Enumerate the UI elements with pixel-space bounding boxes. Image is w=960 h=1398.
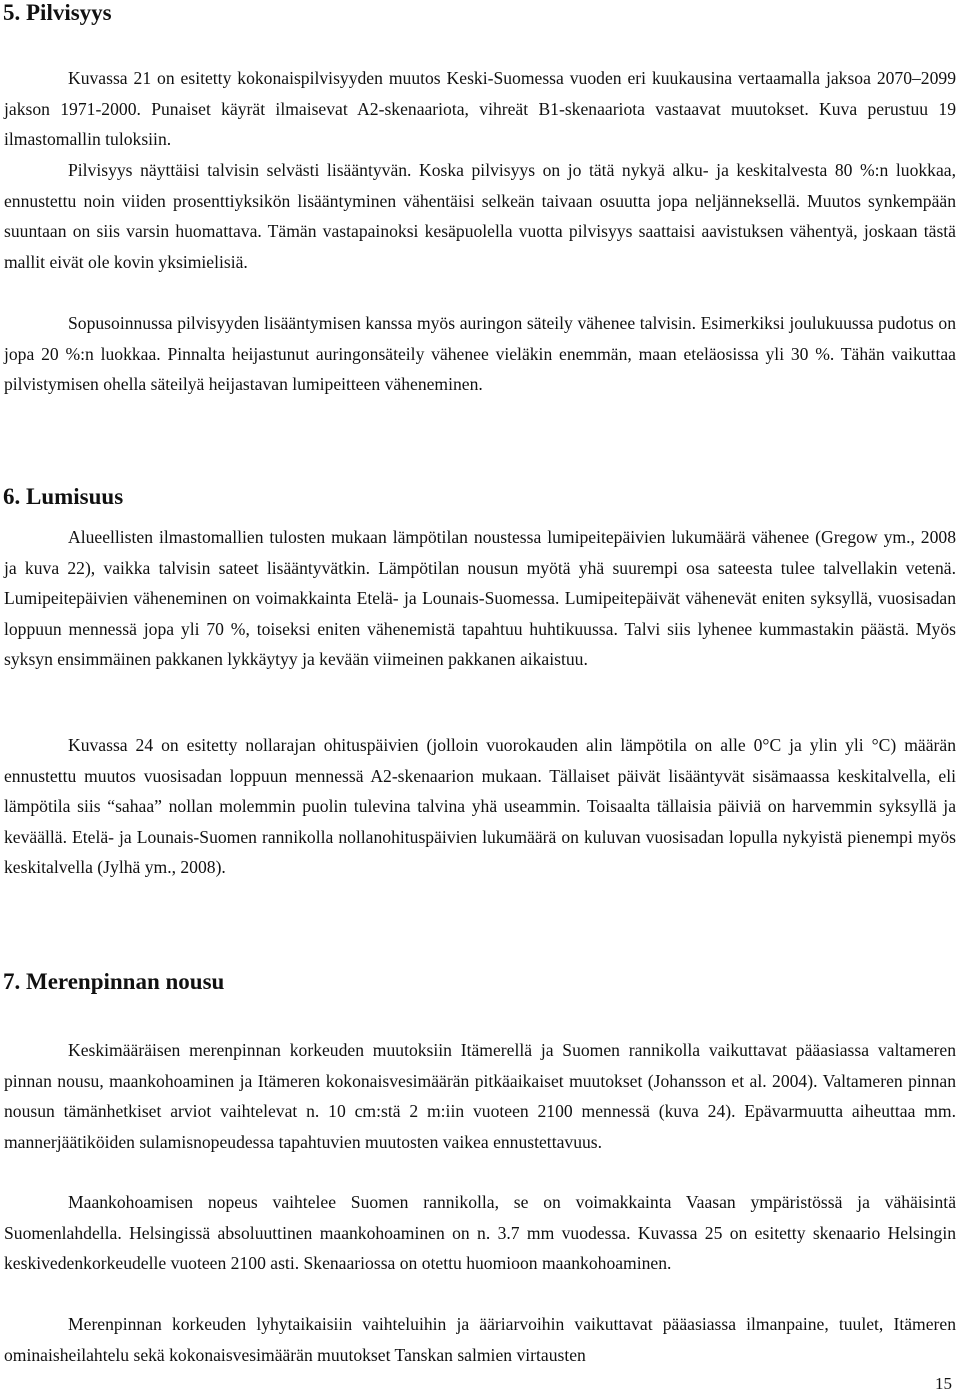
paragraph-text: Pilvisyys näyttäisi talvisin selvästi lisääntyvän. Koska pilvisyys on jo tätä nykyä alku- ja keskitalvesta 80 %:n luokkaa, ennustettu noin viiden prosenttiyksikön lisääntyminen vähentäisi selkeän taivaan osuutta jopa neljänneksellä. Muutos synkempään suuntaan on siis varsin huomattava. Tämän vastapainoksi kesäpuolella vuotta pilvisyys saattaisi aavistuksen vähentyä, joskaan tästä mallit eivät ole kovin yksimielisiä. xyxy=(4,160,956,272)
section-heading-lumisuus: 6. Lumisuus xyxy=(3,484,124,509)
paragraph xyxy=(4,308,956,400)
paragraph-text: Kuvassa 24 on esitetty nollarajan ohituspäivien (jolloin vuorokauden alin lämpötila on alle 0°C ja ylin yli °C) määrän ennustettu muutos vuosisadan loppuun mennessä A2-skenaarion mukaan. Tällaiset päivät lisääntyvät sisämaassa keskitalvella, eli lämpötila siis “sahaa” nollan molemmin puolin tulevina talvina yhä useammin. Toisaalta tällaisia päiviä on harvemmin syksyllä ja keväällä. Etelä- ja Lounais-Suomen rannikolla nollanohituspäivien lukumäärä on kuluvan vuosisadan lopulla nykyistä pienempi myös keskitalvella (Jylhä ym., 2008). xyxy=(4,735,956,878)
paragraph xyxy=(4,1035,956,1157)
page-number: 15 xyxy=(935,1374,952,1393)
paragraph-text: Merenpinnan korkeuden lyhytaikaisiin vaihteluihin ja ääriarvoihin vaikuttavat pääasiassa ilmanpaine, tuulet, Itämeren ominaisheilahtelu sekä kokonaisvesimäärän muutokset Tanskan salmien virtausten xyxy=(4,1314,956,1365)
paragraph xyxy=(4,1309,956,1370)
paragraph xyxy=(4,522,956,675)
paragraph xyxy=(4,1187,956,1279)
paragraph-text: Kuvassa 21 on esitetty kokonaispilvisyyden muutos Keski-Suomessa vuoden eri kuukausina vertaamalla jaksoa 2070–2099 jakson 1971-2000. Punaiset käyrät ilmaisevat A2-skenaariota, vihreät B1-skenaariota vastaavat muutokset. Kuva perustuu 19 ilmastomallin tuloksiin. xyxy=(4,68,956,150)
paragraph xyxy=(4,155,956,277)
paragraph-text: Alueellisten ilmastomallien tulosten mukaan lämpötilan noustessa lumipeitepäivien lukumäärä vähenee (Gregow ym., 2008 ja kuva 22), vaikka talvisin sateet lisääntyvätkin. Lämpötilan nousun myötä yhä suurempi osa sateesta tulee talvellakin vetenä. Lumipeitepäivien väheneminen on voimakkainta Etelä- ja Lounais-Suomessa. Lumipeitepäivät vähenevät eniten syksyllä, vuosisadan loppuun mennessä jopa yli 70 %, toiseksi eniten vähenemistä tapahtuu huhtikuussa. Talvi siis lyhenee kummastakin päästä. Myös syksyn ensimmäinen pakkanen lykkäytyy ja kevään viimeinen pakkanen aikaistuu. xyxy=(4,527,956,670)
section-heading-merenpinnan-nousu: 7. Merenpinnan nousu xyxy=(3,969,225,994)
section-heading-pilvisyys: 5. Pilvisyys xyxy=(3,0,112,25)
paragraph-text: Maankohoamisen nopeus vaihtelee Suomen rannikolla, se on voimakkainta Vaasan ympäristössä ja vähäisintä Suomenlahdella. Helsingissä absoluuttinen maankohoaminen on n. 3.7 mm vuodessa. Kuvassa 25 on esitetty skenaario Helsingin keskivedenkorkeudelle vuoteen 2100 asti. Skenaariossa on otettu huomioon maankohoaminen. xyxy=(4,1192,956,1274)
paragraph-text: Keskimääräisen merenpinnan korkeuden muutoksiin Itämerellä ja Suomen rannikolla vaikuttavat pääasiassa valtameren pinnan nousu, maankohoaminen ja Itämeren kokonaisvesimäärän pitkäaikaiset muutokset (Johansson et al. 2004). Valtameren pinnan nousun tämänhetkiset arviot vaihtelevat n. 10 cm:stä 2 m:iin vuoteen 2100 mennessä (kuva 24). Epävarmuutta aiheuttaa mm. mannerjäätiköiden sulamisnopeudessa tapahtuvien muutosten vaikea ennustettavuus. xyxy=(4,1040,956,1152)
paragraph xyxy=(4,63,956,155)
paragraph xyxy=(4,730,956,883)
paragraph-text: Sopusoinnussa pilvisyyden lisääntymisen kanssa myös auringon säteily vähenee talvisin. Esimerkiksi joulukuussa pudotus on jopa 20 %:n luokkaa. Pinnalta heijastunut auringonsäteily vähenee vieläkin enemmän, maan eteläosissa yli 30 %. Tähän vaikuttaa pilvistymisen ohella säteilyä heijastavan lumipeitteen väheneminen. xyxy=(4,313,956,395)
